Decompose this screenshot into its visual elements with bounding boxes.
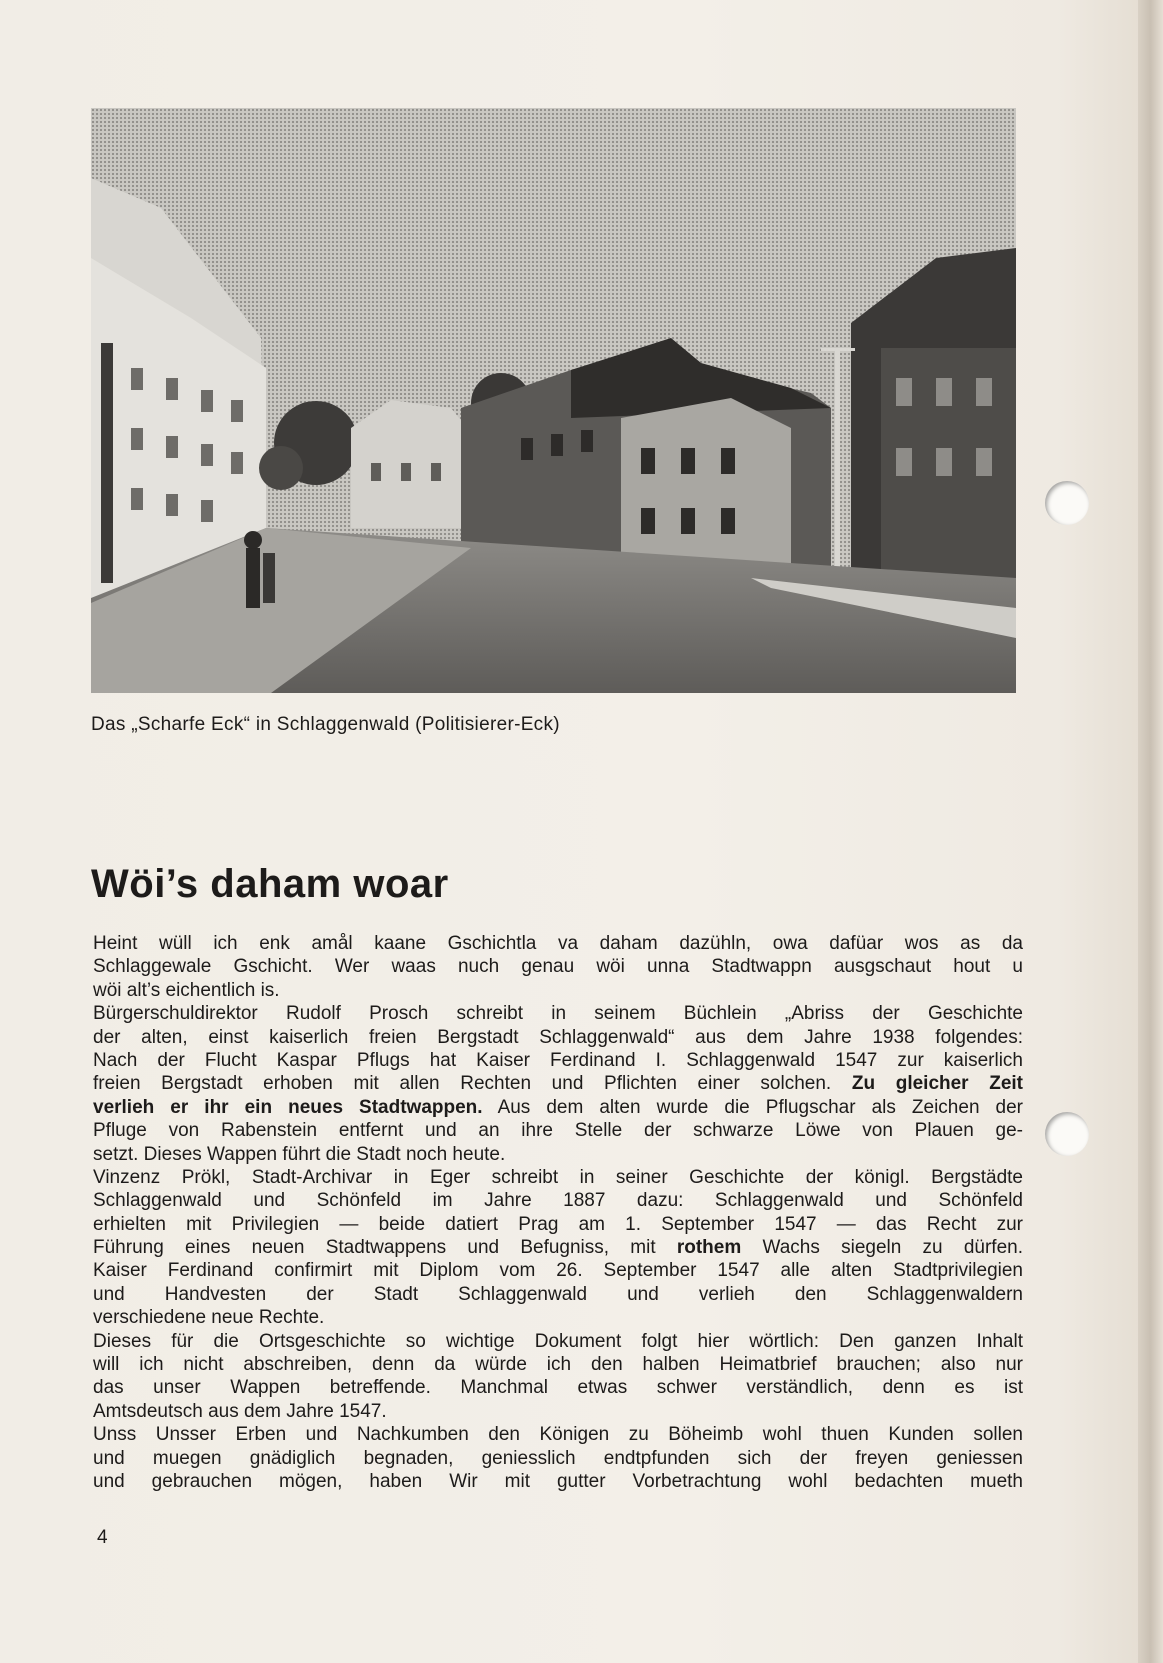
text-segment: Amtsdeutsch aus dem Jahre 1547. xyxy=(93,1400,387,1422)
text-segment: Pfluge von Rabenstein entfernt und an ihre Stelle der schwarze Löwe von Plauen ge- xyxy=(93,1120,1023,1142)
text-line xyxy=(93,1470,1023,1493)
text-line xyxy=(93,1096,1023,1119)
text-segment: Dieses für die Ortsgeschichte so wichtige Dokument folgt hier wörtlich: Den ganzen Inhalt xyxy=(93,1330,1023,1352)
text-segment: wöi alt’s eichentlich is. xyxy=(93,979,280,1001)
text-segment: verschiedene neue Rechte. xyxy=(93,1307,325,1329)
text-line xyxy=(93,1002,1023,1025)
text-line xyxy=(93,1306,1023,1329)
street-photo xyxy=(91,108,1016,693)
text-segment: setzt. Dieses Wappen führt die Stadt noch heute. xyxy=(93,1143,506,1165)
text-segment: der alten, einst kaiserlich freien Bergstadt Schlaggenwald“ aus dem Jahre 1938 folgendes: xyxy=(93,1026,1023,1048)
text-line xyxy=(93,1283,1023,1306)
text-segment: Unss Unsser Erben und Nachkumben den Königen zu Böheimb wohl thuen Kunden sollen xyxy=(93,1424,1023,1446)
text-segment: Schlaggenwald und Schönfeld im Jahre 1887 dazu: Schlaggenwald und Schönfeld xyxy=(93,1190,1023,1212)
text-line xyxy=(93,1259,1023,1282)
text-line xyxy=(93,1400,1023,1423)
bold-text: Zu gleicher Zeit xyxy=(851,1073,1024,1095)
bold-text: verlieh er ihr ein neues Stadtwappen. xyxy=(93,1096,483,1118)
text-segment: Schlaggewale Gschicht. Wer waas nuch genau wöi unna Stadtwappn ausgschaut hout u xyxy=(93,956,1023,978)
text-line xyxy=(93,1236,1023,1259)
text-segment: Bürgerschuldirektor Rudolf Prosch schreibt in seinem Büchlein „Abriss der Geschichte xyxy=(93,1003,1023,1025)
text-line xyxy=(93,1423,1023,1446)
text-line xyxy=(93,1376,1023,1399)
text-segment: und Handvesten der Stadt Schlaggenwald und verlieh den Schlaggenwaldern xyxy=(93,1283,1023,1305)
text-line xyxy=(93,1026,1023,1049)
text-segment: Führung eines neuen Stadtwappens und Befugniss, mit xyxy=(93,1237,677,1259)
text-segment: Heint wüll ich enk amål kaane Gschichtla va daham dazühln, owa dafüar wos as da xyxy=(93,933,1023,954)
text-segment: Kaiser Ferdinand confirmirt mit Diplom vom 26. September 1547 alle alten Stadtprivilegien xyxy=(93,1260,1023,1282)
punch-hole-bottom xyxy=(1045,1112,1089,1156)
punch-hole-top xyxy=(1045,481,1089,525)
text-segment: Wachs siegeln zu dürfen. xyxy=(741,1237,1024,1259)
text-line xyxy=(93,955,1023,978)
text-line xyxy=(93,979,1023,1002)
text-line xyxy=(93,1447,1023,1470)
text-line xyxy=(93,1213,1023,1236)
text-line xyxy=(93,1330,1023,1353)
text-segment: will ich nicht abschreiben, denn da würde ich den halben Heimatbrief brauchen; also nur xyxy=(93,1354,1023,1376)
text-segment: das unser Wappen betreffende. Manchmal etwas schwer verständlich, denn es ist xyxy=(93,1377,1023,1399)
text-line xyxy=(93,1119,1023,1142)
text-segment: erhielten mit Privilegien — beide datiert Prag am 1. September 1547 — das Recht zur xyxy=(93,1213,1023,1235)
text-line xyxy=(93,1353,1023,1376)
article-title: Wöi’s daham woar xyxy=(91,862,449,906)
page-number: 4 xyxy=(97,1527,108,1548)
photo-caption: Das „Scharfe Eck“ in Schlaggenwald (Politisierer-Eck) xyxy=(91,714,560,735)
text-segment: freien Bergstadt erhoben mit allen Rechten und Pflichten einer solchen. xyxy=(93,1073,852,1095)
text-line xyxy=(93,1049,1023,1072)
text-segment: Vinzenz Prökl, Stadt-Archivar in Eger schreibt in seiner Geschichte der königl. Bergstädte xyxy=(93,1166,1023,1188)
text-segment: und gebrauchen mögen, haben Wir mit gutter Vorbetrachtung wohl bedachten mueth xyxy=(93,1470,1023,1492)
text-segment: Nach der Flucht Kaspar Pflugs hat Kaiser Ferdinand I. Schlaggenwald 1547 zur kaiserlich xyxy=(93,1049,1023,1071)
text-line xyxy=(93,932,1023,955)
text-line xyxy=(93,1143,1023,1166)
text-segment: und muegen gnädiglich begnaden, geniesslich endtpfunden sich der freyen geniessen xyxy=(93,1447,1023,1469)
text-line xyxy=(93,1166,1023,1189)
page-edge xyxy=(1138,0,1163,1663)
text-segment: Aus dem alten wurde die Pflugschar als Zeichen der xyxy=(482,1096,1024,1118)
bold-text: rothem xyxy=(676,1237,742,1259)
text-line xyxy=(93,1072,1023,1095)
text-line xyxy=(93,1189,1023,1212)
article-body xyxy=(93,932,1023,1493)
